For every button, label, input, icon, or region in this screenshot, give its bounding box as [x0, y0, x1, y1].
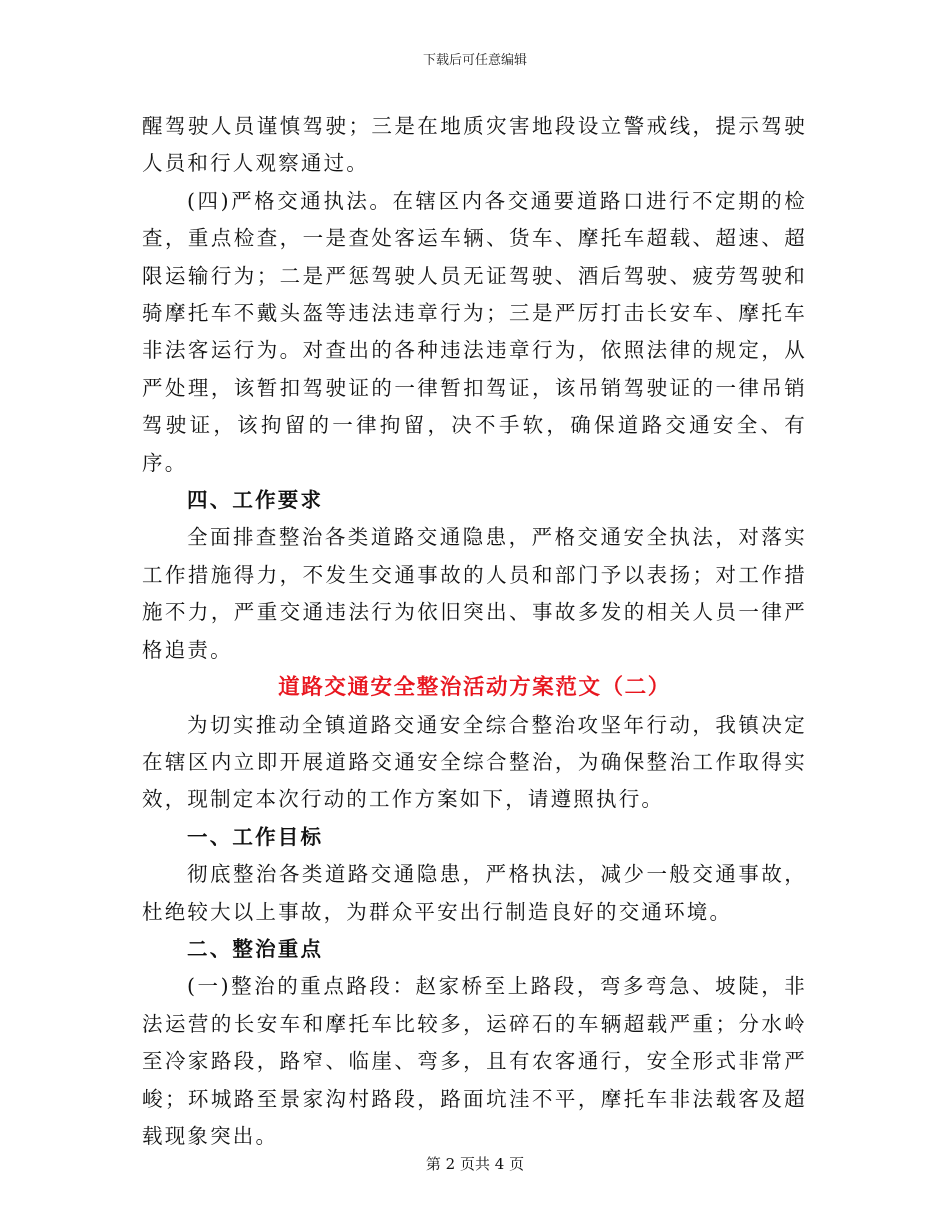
document-title: 道路交通安全整治活动方案范文（二）: [278, 675, 671, 701]
body-paragraph: 全面排查整治各类道路交通隐患，严格交通安全执法，对落实工作措施得力，不发生交通事故的人员和部门予以表扬；对工作措施不力，严重交通违法行为依旧突出、事故多发的相关人员一律严格追责。: [142, 525, 807, 662]
page-footer: 第 2 页共 4 页: [425, 1155, 525, 1173]
section-heading: 一、工作目标: [187, 824, 324, 849]
document-body: [142, 108, 807, 1155]
page-header: 下载后可任意编辑: [422, 53, 527, 68]
body-paragraph: 为切实推动全镇道路交通安全综合整治攻坚年行动，我镇决定在辖区内立即开展道路交通安全综合整治，为确保整治工作取得实效，现制定本次行动的工作方案如下，请遵照执行。: [142, 712, 807, 812]
section-heading: 四、工作要求: [187, 488, 324, 513]
body-paragraph: 彻底整治各类道路交通隐患，严格执法，减少一般交通事故，杜绝较大以上事故，为群众平安出行制造良好的交通环境。: [142, 862, 807, 924]
section-heading: 二、整治重点: [187, 936, 324, 961]
body-paragraph: (四)严格交通执法。在辖区内各交通要道路口进行不定期的检查，重点检查，一是查处客运车辆、货车、摩托车超载、超速、超限运输行为；二是严惩驾驶人员无证驾驶、酒后驾驶、疲劳驾驶和骑摩托车不戴头盔等违法违章行为；三是严厉打击长安车、摩托车非法客运行为。对查出的各种违法违章行为，依照法律的规定，从严处理，该暂扣驾驶证的一律暂扣驾证，该吊销驾驶证的一律吊销驾驶证，该拘留的一律拘留，决不手软，确保道路交通安全、有序。: [142, 188, 807, 475]
body-paragraph: (一)整治的重点路段：赵家桥至上路段，弯多弯急、坡陡，非法运营的长安车和摩托车比较多，运碎石的车辆超载严重；分水岭至冷家路段，路窄、临崖、弯多，且有农客通行，安全形式非常严峻；环城路至景家沟村路段，路面坑洼不平，摩托车非法载客及超载现象突出。: [142, 974, 807, 1148]
body-paragraph: 醒驾驶人员谨慎驾驶；三是在地质灾害地段设立警戒线，提示驾驶人员和行人观察通过。: [142, 114, 807, 176]
